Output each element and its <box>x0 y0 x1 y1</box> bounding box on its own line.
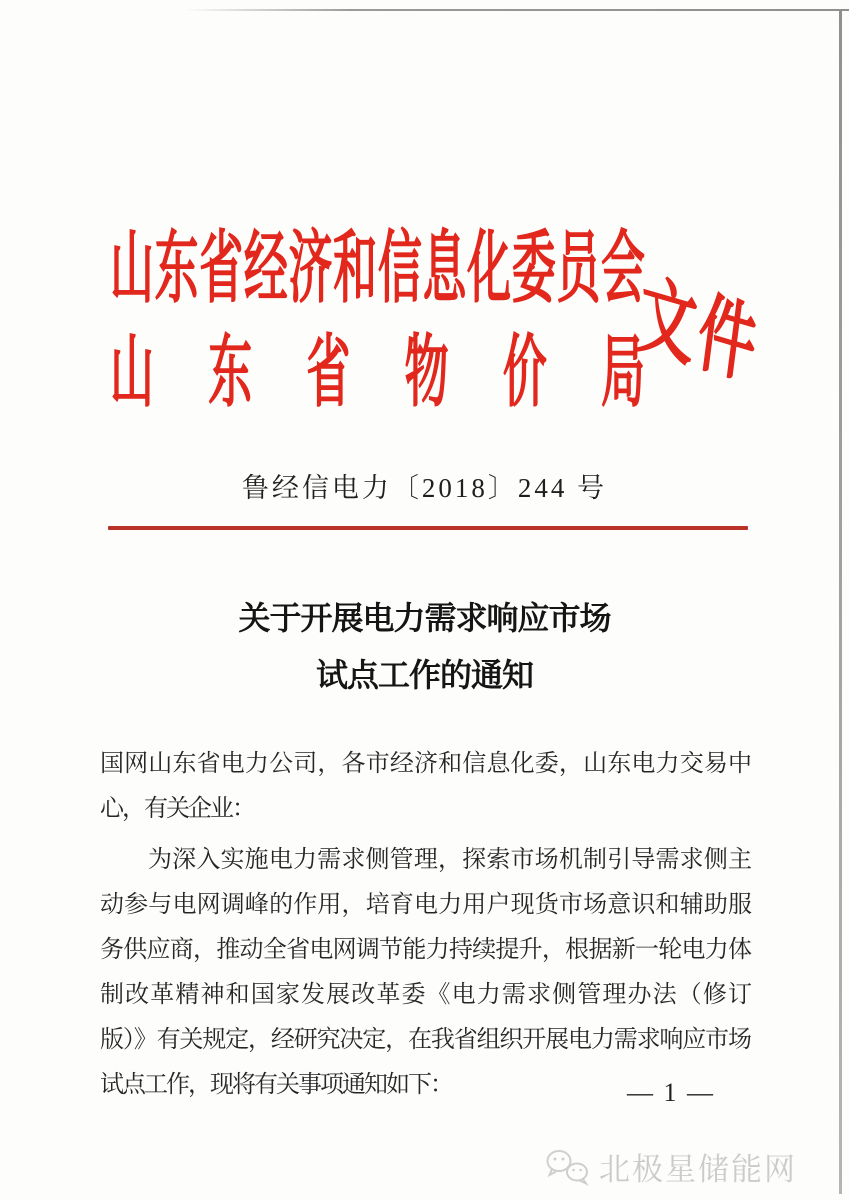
site-watermark <box>545 1144 797 1189</box>
chat-bubbles-icon <box>545 1148 591 1186</box>
document-body <box>100 742 750 1108</box>
page-number: — 1 — <box>627 1078 715 1107</box>
body-line: 为深入实施电力需求侧管理，探索市场机制引导需求侧主 <box>148 847 750 873</box>
body-line: 试点工作，现将有关事项通知如下： <box>100 1072 452 1098</box>
red-divider-rule <box>108 526 748 530</box>
document-title-line1: 关于开展电力需求响应市场 <box>238 600 611 636</box>
issuing-org-line2: 山东省物价局 <box>110 328 645 417</box>
document-type-label: 文件 <box>632 266 765 397</box>
body-line: 版）》有关规定，经研究决定，在我省组织开展电力需求响应市场 <box>100 1027 750 1053</box>
document-title <box>0 590 849 704</box>
salutation-line: 心，有关企业： <box>100 796 254 822</box>
salutation-paragraph <box>100 742 750 832</box>
issuing-org-line1: 山东省经济和信息化委员会 <box>110 224 645 313</box>
document-title-line2: 试点工作的通知 <box>315 657 533 693</box>
body-line: 制改革精神和国家发展改革委《电力需求侧管理办法（修订 <box>100 982 750 1008</box>
body-line: 务供应商，推动全省电网调节能力持续提升，根据新一轮电力体 <box>100 937 750 963</box>
watermark-text: 北极星储能网 <box>599 1152 797 1187</box>
main-paragraph <box>100 838 750 1108</box>
document-letterhead <box>110 224 765 425</box>
body-line: 动参与电网调峰的作用，培育电力用户现货市场意识和辅助服 <box>100 892 750 918</box>
document-reference-number: 鲁经信电力〔2018〕244 号 <box>241 473 608 503</box>
scan-edge-top <box>185 9 849 11</box>
salutation-line: 国网山东省电力公司，各市经济和信息化委，山东电力交易中 <box>100 751 750 777</box>
